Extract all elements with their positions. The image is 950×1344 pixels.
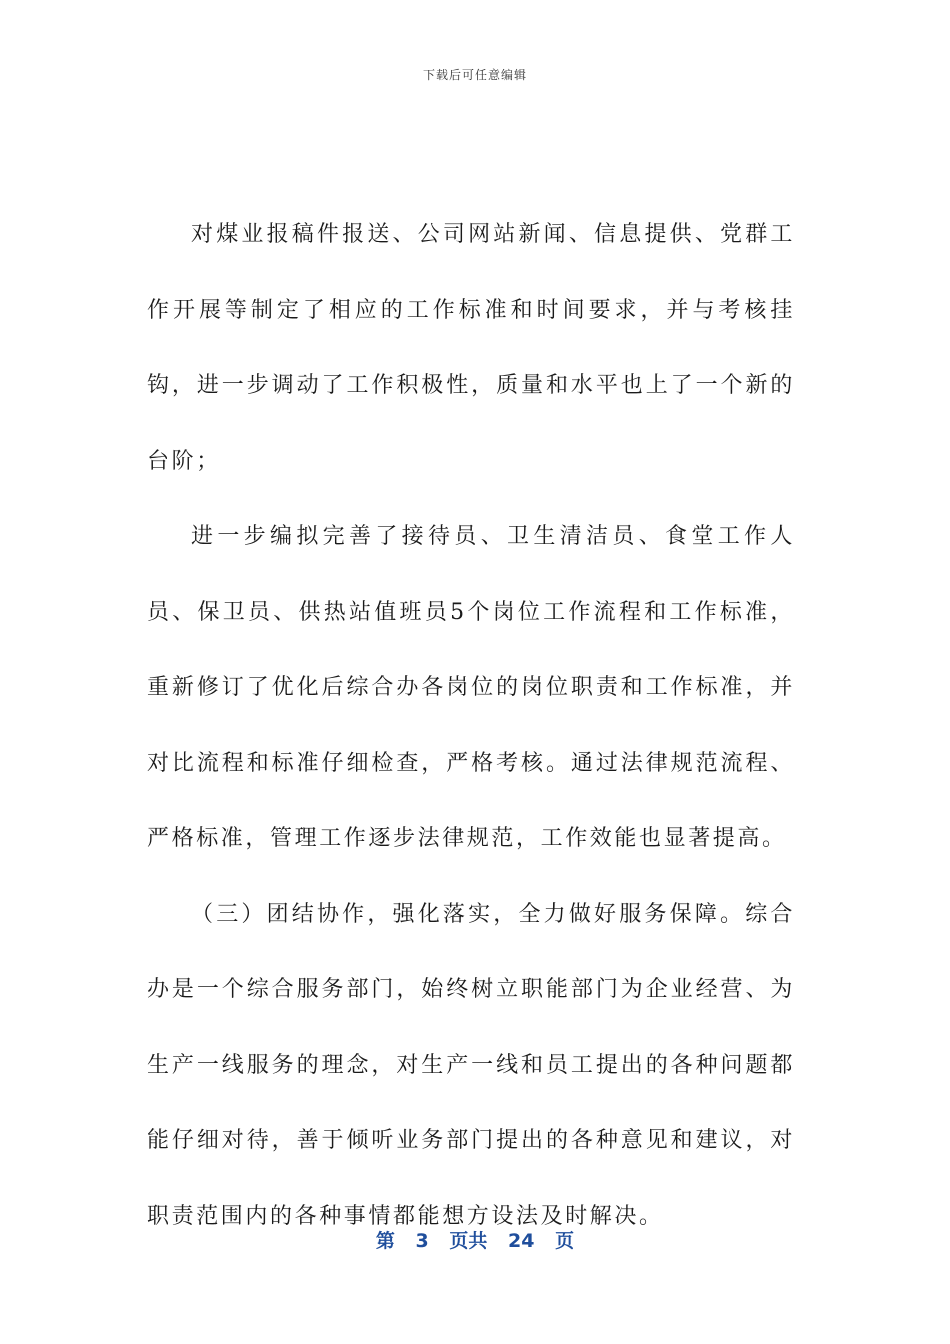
total-pages-number: 24 <box>508 1230 535 1252</box>
footer-prefix: 第 <box>375 1230 395 1252</box>
footer-middle: 页共 <box>449 1230 488 1252</box>
page-header: 下载后可任意编辑 <box>422 68 527 82</box>
footer-suffix: 页 <box>555 1230 575 1252</box>
paragraph-1: 对煤业报稿件报送、公司网站新闻、信息提供、党群工作开展等制定了相应的工作标准和时间要求，并与考核挂钩，进一步调动了工作积极性，质量和水平也上了一个新的台阶； <box>147 222 795 474</box>
page-footer <box>0 1226 950 1253</box>
document-body <box>147 197 795 1254</box>
current-page-number: 3 <box>415 1230 429 1252</box>
paragraph-3: （三）团结协作，强化落实，全力做好服务保障。综合办是一个综合服务部门，始终树立职能部门为企业经营、为生产一线服务的理念，对生产一线和员工提出的各种问题都能仔细对待，善于倾听业务部门提出的各种意见和建议，对职责范围内的各种事情都能想方设法及时解决。 <box>147 901 795 1229</box>
paragraph-2: 进一步编拟完善了接待员、卫生清洁员、食堂工作人员、保卫员、供热站值班员5个岗位工作流程和工作标准，重新修订了优化后综合办各岗位的岗位职责和工作标准，并对比流程和标准仔细检查，严格考核。通过法律规范流程、严格标准，管理工作逐步法律规范，工作效能也显著提高。 <box>147 524 795 851</box>
